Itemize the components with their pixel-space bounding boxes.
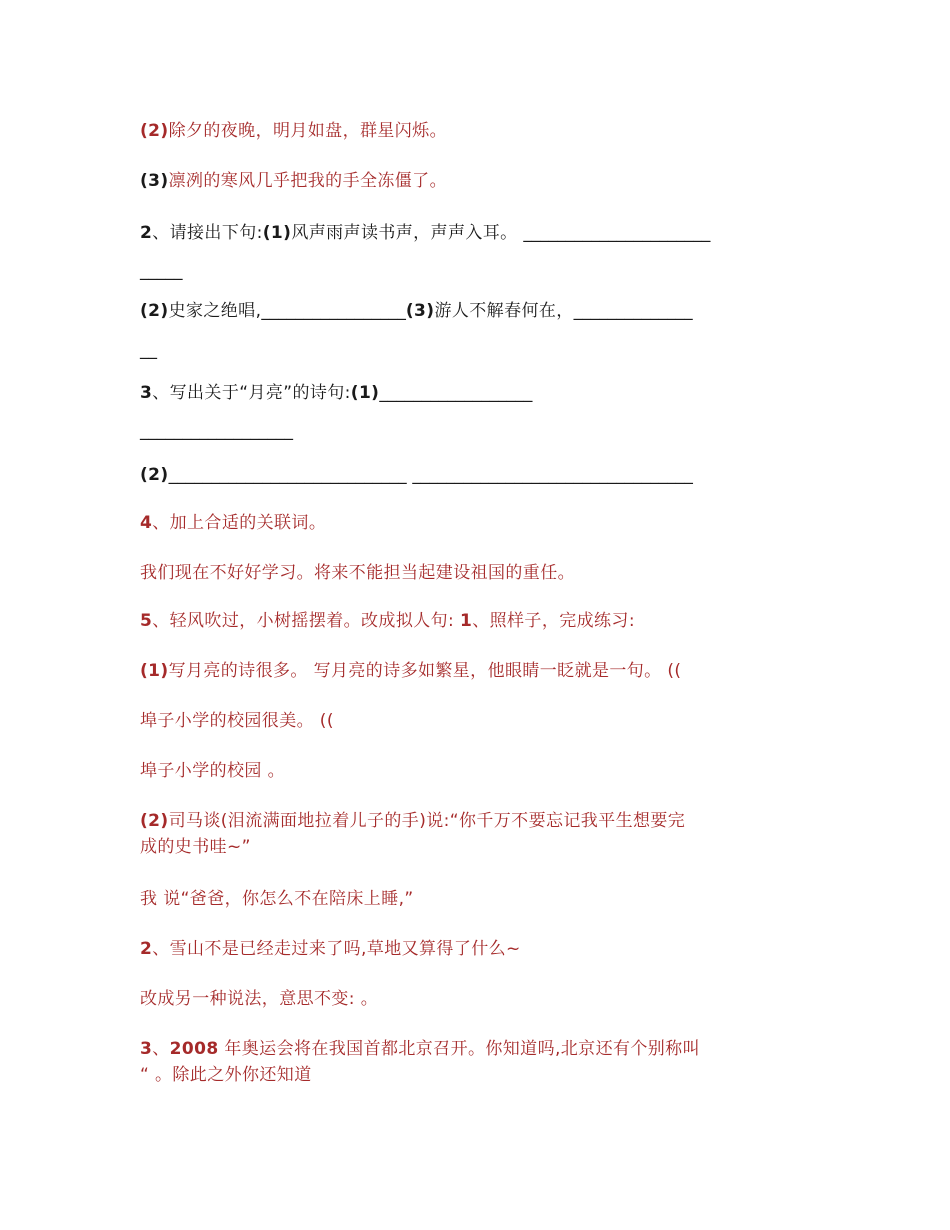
question-text-2: 风声雨声读书声，声声入耳。 (291, 223, 518, 243)
answer-blank-2: _________________________________ (412, 465, 693, 485)
question-text: 、轻风吹过，小树摇摆着。改成拟人句: (152, 611, 455, 631)
item-3-sentence (140, 168, 447, 194)
exercise-text: 我 说“爸爸，你怎么不在陪床上睡,” (140, 889, 414, 909)
answer-blank-continued (140, 418, 293, 444)
question-number: 3 (140, 1039, 153, 1059)
answer-blank-2: ______________ (573, 301, 693, 321)
answer-blank: ______________________ (523, 223, 711, 243)
item-number: (2) (140, 121, 169, 141)
question-2b-line (140, 936, 521, 962)
sub-number: (2) (140, 465, 169, 485)
example-text: 写月亮的诗很多。 写月亮的诗多如繁星，他眼睛一眨就是一句。 (( (168, 661, 682, 681)
question-4-line (140, 510, 326, 536)
sub-number: (1) (262, 223, 292, 243)
example-1-line (140, 658, 681, 684)
question-number-2: 1 (459, 611, 473, 631)
answer-blank: __________________ (140, 421, 293, 441)
exercise-text: 改成另一种说法，意思不变: 。 (140, 989, 379, 1009)
year-number: 2008 (169, 1039, 219, 1059)
example-text: 司马谈(泪流满面地拉着儿子的手)说:“你千万不要忘记我平生想要完 (168, 811, 686, 831)
question-3b-line (140, 1036, 700, 1062)
question-3b-continued (140, 1062, 312, 1088)
answer-blank-continued (140, 337, 157, 363)
question-2-sub-line (140, 298, 693, 324)
example-2-continued (140, 834, 251, 860)
question-number: 2 (140, 939, 153, 959)
question-text: 、 (152, 1039, 170, 1059)
item-text: 除夕的夜晚，明月如盘，群星闪烁。 (168, 121, 447, 141)
question-text: “ 。除此之外你还知道 (140, 1065, 312, 1085)
answer-blank: __________________ (379, 383, 533, 403)
question-number: 4 (140, 513, 153, 533)
example-text: 成的史书哇~” (140, 837, 251, 857)
answer-blank: _____ (140, 261, 183, 281)
sub-number: (1) (350, 383, 380, 403)
answer-blank-continued (140, 258, 183, 284)
question-4-sentence (140, 560, 575, 586)
question-text-2: 游人不解春何在， (434, 301, 574, 321)
question-text: 、加上合适的关联词。 (152, 513, 327, 533)
exercise-line (140, 886, 414, 912)
item-text: 凛冽的寒风几乎把我的手全冻僵了。 (168, 171, 447, 191)
question-2-line (140, 220, 710, 246)
question-5-line (140, 608, 635, 634)
sub-number: (1) (140, 661, 169, 681)
question-number: 2 (140, 223, 153, 243)
answer-blank: _________________ (261, 301, 406, 321)
exercise-line (140, 986, 378, 1012)
question-text: 、写出关于“月亮”的诗句: (152, 383, 351, 403)
answer-blank: ____________________________ (168, 465, 407, 485)
example-2-line (140, 808, 685, 834)
exercise-line (140, 708, 334, 734)
item-2-sentence (140, 118, 447, 144)
question-3-line (140, 380, 532, 406)
question-text-2: 、照样子，完成练习: (472, 611, 635, 631)
answer-blank: __ (140, 340, 157, 360)
question-text-2: 年奥运会将在我国首都北京召开。你知道吗,北京还有个别称叫 (218, 1039, 700, 1059)
sub-number-2: (3) (405, 301, 435, 321)
question-3-sub-line (140, 462, 693, 488)
sentence-text: 我们现在不好好学习。将来不能担当起建设祖国的重任。 (140, 563, 575, 583)
question-text: 史家之绝唱, (168, 301, 262, 321)
exercise-text: 埠子小学的校园很美。 (( (140, 711, 334, 731)
exercise-line (140, 758, 285, 784)
question-text: 、雪山不是已经走过来了吗,草地又算得了什么~ (152, 939, 521, 959)
exercise-text: 埠子小学的校园 。 (140, 761, 286, 781)
sub-number: (2) (140, 811, 169, 831)
item-number: (3) (140, 171, 169, 191)
sub-number: (2) (140, 301, 169, 321)
question-number: 5 (140, 611, 153, 631)
question-text: 、请接出下句: (152, 223, 263, 243)
question-number: 3 (140, 383, 153, 403)
